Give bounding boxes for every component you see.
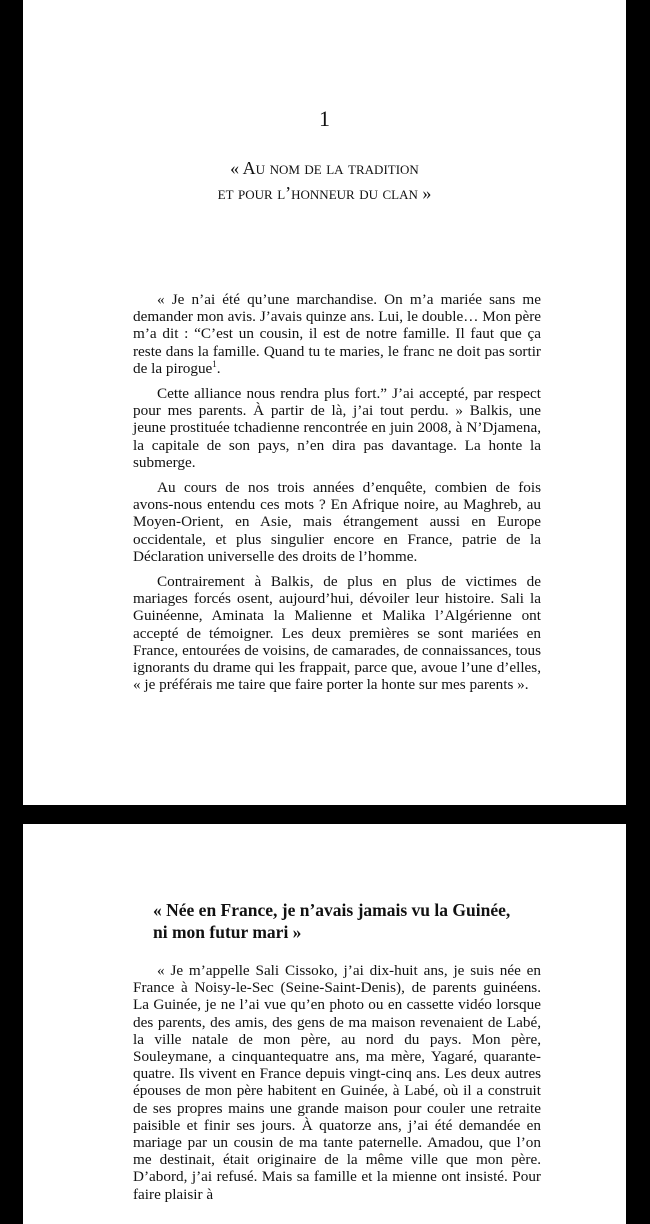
section-body [133, 962, 541, 1211]
section-title [153, 899, 553, 943]
section-title-line-1: « Née en France, je n’avais jamais vu la Guinée, [153, 900, 511, 920]
chapter-body [133, 291, 541, 701]
paragraph: Au cours de nos trois années d’enquête, combien de fois avons-nous entendu ces mots ? En Afrique noire, au Maghreb, au Moyen-Orient, en Asie, mais étrangement aussi en Europe occidentale, et plus singulier encore en France, patrie de la Déclaration universelle des droits de l’homme. [133, 479, 541, 565]
book-page-1 [23, 0, 626, 805]
chapter-title-line-2: et pour l’honneur du clan » [217, 183, 432, 203]
paragraph-end: . [216, 359, 221, 377]
paragraph [133, 291, 541, 377]
footnote-marker: 1 [212, 358, 217, 369]
paragraph: Cette alliance nous rendra plus fort.” J’ai accepté, par respect pour mes parents. À partir de là, j’ai tout perdu. » Balkis, une jeune prostituée tchadienne rencontrée en juin 2008, à N’Djamena, la capitale de son pays, n’en dira pas davantage. La honte la submerge. [133, 385, 541, 471]
chapter-number: 1 [319, 106, 330, 131]
chapter-title [23, 156, 626, 206]
chapter-title-line-1: « Au nom de la tradition [230, 158, 419, 178]
section-title-line-2: ni mon futur mari » [153, 922, 302, 942]
paragraph-text: « Je n’ai été qu’une marchandise. On m’a mariée sans me demander mon avis. J’avais quinze ans. Lui, le double… Mon père m’a dit : “C’est un cousin, il est de notre famille. Il faut que ça reste dans la famille. Quand tu te maries, le franc ne doit pas sortir de la pirogue [133, 291, 541, 377]
paragraph: Contrairement à Balkis, de plus en plus de victimes de mariages forcés osent, aujourd’hui, dévoiler leur histoire. Sali la Guinéenne, Aminata la Malienne et Malika l’Algérienne ont accepté de témoigner. Les deux premières se sont mariées en France, entourées de voisins, de camarades, de connaissances, tous ignorants du drame qui les frappait, parce que, avoue l’une d’elles, « je préférais me taire que faire porter la honte sur mes parents ». [133, 573, 541, 694]
book-page-2 [23, 824, 626, 1224]
paragraph: « Je m’appelle Sali Cissoko, j’ai dix-huit ans, je suis née en France à Noisy-le-Sec (Seine-Saint-Denis), de parents guinéens. La Guinée, je ne l’ai vue qu’en photo ou en cassette vidéo lorsque des parents, des amis, des gens de ma maison revenaient de Labé, la ville natale de mon père, au nord du pays. Mon père, Souleymane, a cinquantequatre ans, ma mère, Yagaré, quarante-quatre. Ils vivent en France depuis vingt-cinq ans. Les deux autres épouses de mon père habitent en Guinée, à Labé, où il a construit de ses propres mains une grande maison pour couler une retraite paisible et finir ses jours. À quatorze ans, j’ai été demandée en mariage par un cousin de ma tante paternelle. Amadou, que l’on me destinait, était originaire de la même ville que mon père. D’abord, j’ai refusé. Mais sa famille et la mienne ont insisté. Pour faire plaisir à [133, 962, 541, 1203]
